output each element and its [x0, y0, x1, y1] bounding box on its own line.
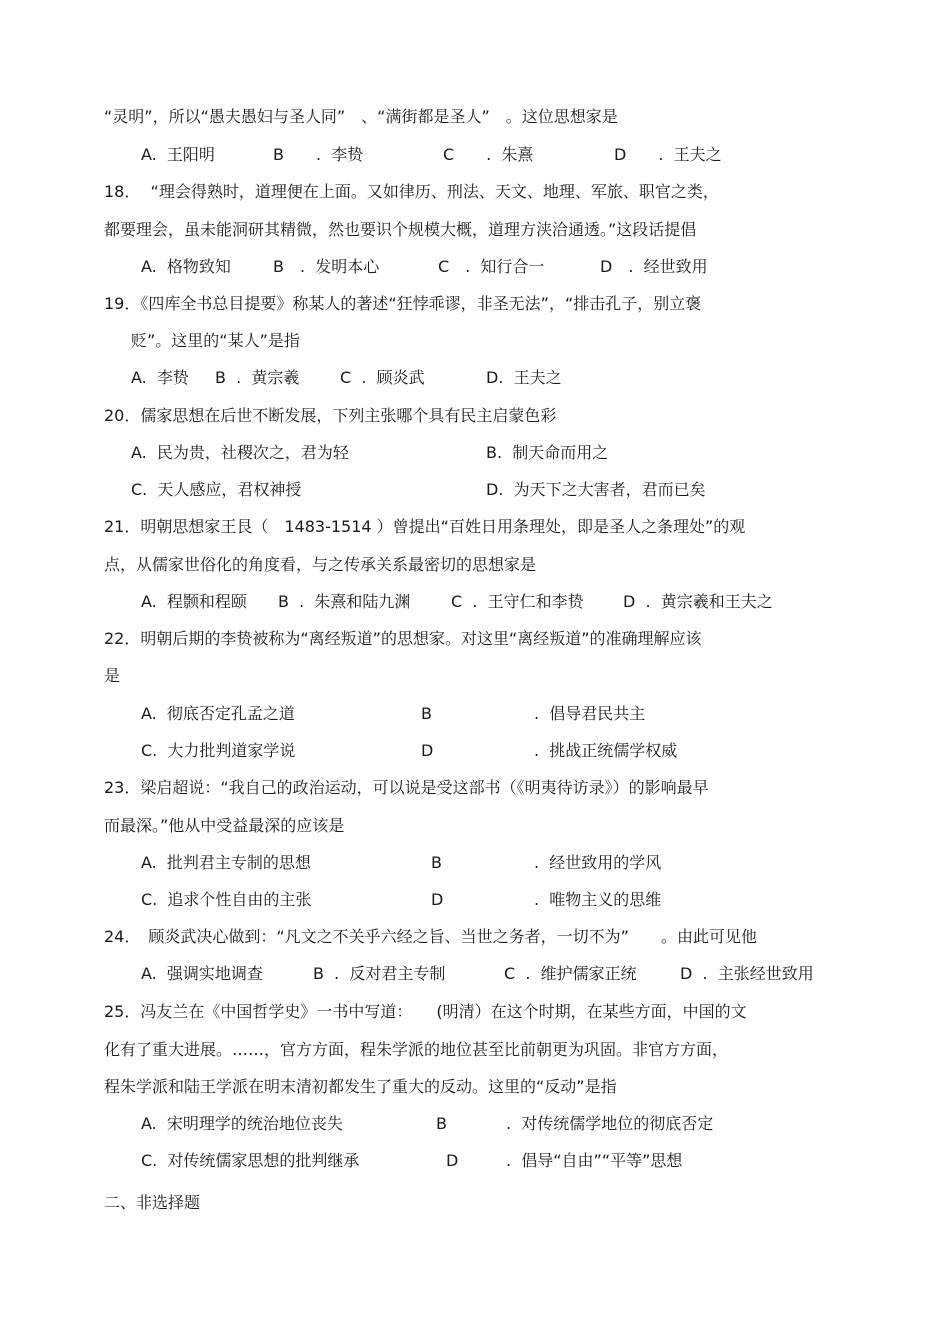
q21-stem-line1: 21．明朝思想家王艮（ 1483-1514 ）曾提出“百姓日用条理处，即是圣人之条理处”的观	[104, 517, 746, 536]
q22-stem-line1: 22．明朝后期的李贽被称为“离经叛道”的思想家。对这里“离经叛道”的准确理解应该	[104, 629, 702, 648]
q23-option-c: C. 追求个性自由的主张	[141, 890, 312, 909]
q17-option-a: A. 王阳明	[141, 145, 215, 164]
q18-option-d: D . 经世致用	[600, 257, 708, 276]
q19-stem-line2: 贬”。这里的“某人”是指	[131, 331, 300, 350]
q18-option-c: C . 知行合一	[438, 257, 545, 276]
q17-stem-tail: “灵明”，所以“愚夫愚妇与圣人同” 、“满街都是圣人” 。这位思想家是	[104, 107, 618, 126]
q23-option-d-text: . 唯物主义的思维	[534, 890, 662, 909]
q25-option-d-letter: D	[446, 1151, 459, 1170]
q19-option-a: A. 李贽	[131, 368, 189, 387]
q24-stem-line1: 24． 顾炎武决心做到：“凡文之不关乎六经之旨、当世之务者，一切不为” 。由此可见他	[104, 927, 757, 946]
q19-option-d: D. 王夫之	[486, 368, 562, 387]
q25-stem-line1: 25．冯友兰在《中国哲学史》一书中写道： (明清）在这个时期，在某些方面，中国的文	[104, 1002, 747, 1021]
q22-option-d-letter: D	[421, 741, 434, 760]
q22-option-a: A. 彻底否定孔孟之道	[141, 704, 295, 723]
q21-option-b: B . 朱熹和陆九渊	[278, 592, 411, 611]
q25-option-b-letter: B	[436, 1114, 447, 1133]
q22-stem-line2: 是	[104, 666, 121, 685]
q20-option-a: A. 民为贵，社稷次之，君为轻	[131, 443, 349, 462]
q24-option-d: D . 主张经世致用	[680, 964, 814, 983]
q19-stem-line1: 19．《四库全书总目提要》称某人的著述“狂悖乖谬，非圣无法”，“排击孔子，别立褒	[104, 294, 702, 313]
q21-option-d: D . 黄宗羲和王夫之	[623, 592, 773, 611]
section-heading: 二、非选择题	[104, 1193, 201, 1212]
q23-option-b-text: . 经世致用的学风	[534, 853, 662, 872]
q18-stem-line1: 18． “理会得熟时，道理便在上面。又如律历、刑法、天文、地理、军旅、职官之类，	[104, 182, 719, 201]
q22-option-b-text: . 倡导君民共主	[534, 704, 646, 723]
q23-stem-line1: 23．梁启超说：“我自己的政治运动，可以说是受这部书（《明夷待访录》）的影响最早	[104, 778, 709, 797]
q18-option-a: A. 格物致知	[141, 257, 231, 276]
q25-option-b-text: . 对传统儒学地位的彻底否定	[506, 1114, 714, 1133]
q25-stem-line2: 化有了重大进展。……，官方方面，程朱学派的地位甚至比前朝更为巩固。非官方方面，	[104, 1040, 729, 1059]
q24-option-a: A. 强调实地调查	[141, 964, 263, 983]
q24-option-c: C . 维护儒家正统	[504, 964, 637, 983]
q22-option-d-text: . 挑战正统儒学权威	[534, 741, 678, 760]
q17-option-d: D . 王夫之	[614, 145, 722, 164]
q25-option-d-text: . 倡导“自由”“平等”思想	[506, 1151, 683, 1170]
q21-option-c: C . 王守仁和李贽	[451, 592, 584, 611]
q24-option-b: B . 反对君主专制	[313, 964, 446, 983]
q18-stem-line2: 都要理会，虽未能洞研其精微，然也要识个规模大概，道理方浃洽通透。”这段话提倡	[104, 220, 697, 239]
q17-option-b: B . 李贽	[273, 145, 364, 164]
q20-stem-line1: 20．儒家思想在后世不断发展，下列主张哪个具有民主启蒙色彩	[104, 406, 557, 425]
q22-option-b-letter: B	[421, 704, 432, 723]
q23-option-b-letter: B	[431, 853, 442, 872]
q25-option-a: A. 宋明理学的统治地位丧失	[141, 1114, 343, 1133]
q25-option-c: C. 对传统儒家思想的批判继承	[141, 1151, 360, 1170]
q21-stem-line2: 点，从儒家世俗化的角度看，与之传承关系最密切的思想家是	[104, 555, 537, 574]
q23-option-d-letter: D	[431, 890, 444, 909]
q20-option-c: C. 天人感应，君权神授	[131, 480, 302, 499]
q22-option-c: C. 大力批判道家学说	[141, 741, 296, 760]
q21-option-a: A. 程颢和程颐	[141, 592, 247, 611]
q19-option-c: C . 顾炎武	[340, 368, 425, 387]
q20-option-b: B. 制天命而用之	[486, 443, 609, 462]
q20-option-d: D. 为天下之大害者，君而已矣	[486, 480, 706, 499]
q17-option-c: C . 朱熹	[443, 145, 534, 164]
q19-option-b: B . 黄宗羲	[215, 368, 300, 387]
q25-stem-line3: 程朱学派和陆王学派在明末清初都发生了重大的反动。这里的“反动”是指	[104, 1077, 617, 1096]
q23-option-a: A. 批判君主专制的思想	[141, 853, 311, 872]
q23-stem-line2: 而最深。”他从中受益最深的应该是	[104, 816, 345, 835]
q18-option-b: B . 发明本心	[273, 257, 380, 276]
